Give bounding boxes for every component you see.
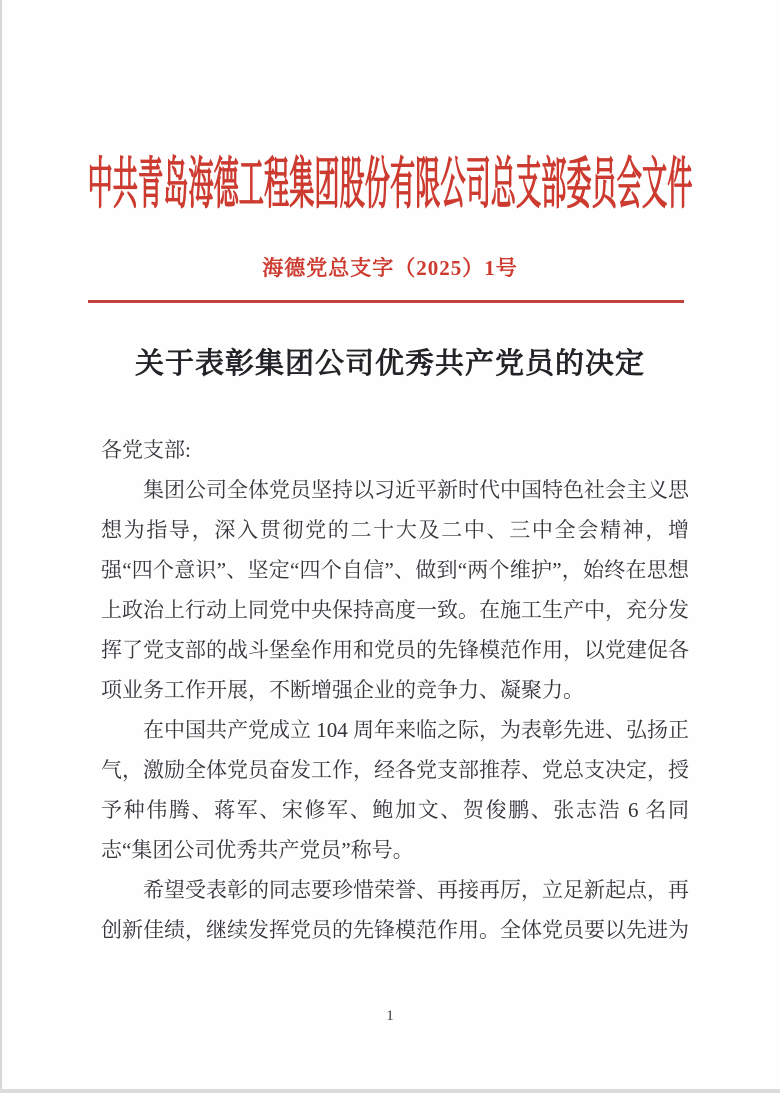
body-paragraph: 集团公司全体党员坚持以习近平新时代中国特色社会主义思想为指导，深入贯彻党的二十大及二中、三中全会精神，增强“四个意识”、坚定“四个自信”、做到“两个维护”，始终在思想上政治上行动上同党中央保持高度一致。在施工生产中，充分发挥了党支部的战斗堡垒作用和党员的先锋模范作用，以党建促各项业务工作开展，不断增强企业的竞争力、凝聚力。 (101, 478, 689, 702)
document-body (101, 430, 689, 950)
document-header-title-text: 中共青岛海德工程集团股份有限公司总支部委员会文件 (87, 154, 693, 216)
body-paragraph: 在中国共产党成立 104 周年来临之际，为表彰先进、弘扬正气，激励全体党员奋发工作，经各党支部推荐、党总支决定，授予种伟腾、蒋军、宋修军、鲍加文、贺俊鹏、张志浩 6 名同志“集团公司优秀共产党员”称号。 (101, 718, 689, 862)
body-paragraph: 希望受表彰的同志要珍惜荣誉、再接再厉，立足新起点，再创新佳绩，继续发挥党员的先锋模范作用。全体党员要以先进为 (101, 878, 689, 942)
document-title: 关于表彰集团公司优秀共产党员的决定 (134, 348, 645, 380)
scan-edge-bottom (0, 1089, 780, 1093)
document-header-title (0, 152, 780, 218)
document-number: 海德党总支字（2025）1号 (262, 256, 518, 280)
salutation: 各党支部: (101, 438, 191, 462)
red-separator-line (88, 300, 684, 303)
page-number: 1 (386, 1008, 394, 1024)
